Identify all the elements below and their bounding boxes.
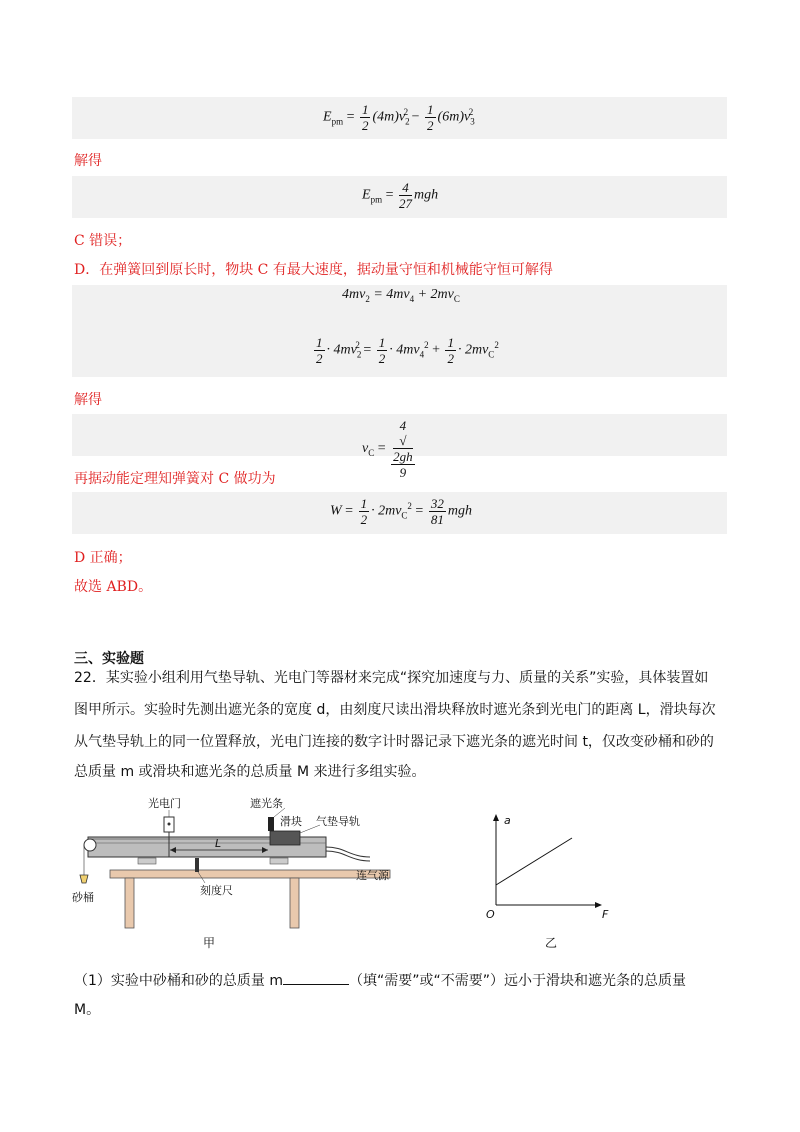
formula-epm-result: $E_{pm}$ = $\frac{4}{27}$ mgh <box>362 180 439 211</box>
label-length: L <box>215 837 222 850</box>
label-light-strip: 遮光条 <box>250 797 283 810</box>
figure-apparatus <box>70 795 410 955</box>
problem-line-1: 22．某实验小组利用气垫导轨、光电门等器材来完成“探究加速度与力、质量的关系”实验，具体装置如 <box>74 670 709 686</box>
label-ruler: 刻度尺 <box>200 884 233 897</box>
label-air-source: 连气源 <box>356 869 389 882</box>
table-leg-right <box>290 878 299 928</box>
question-1-line-1 <box>74 970 686 991</box>
caption-yi: 乙 <box>545 936 558 950</box>
step-d-correct: D 正确； <box>74 550 132 566</box>
label-photogate: 光电门 <box>148 797 181 810</box>
question-1-prefix: （1）实验中砂桶和砂的总质量 m <box>74 973 283 989</box>
question-1-suffix: （填“需要”或“不需要”）远小于滑块和遮光条的总质量 <box>349 973 687 989</box>
formula-box-1 <box>72 97 727 139</box>
table-top <box>110 870 390 878</box>
answer-blank[interactable] <box>283 970 349 985</box>
step-answer: 故选 ABD。 <box>74 579 153 595</box>
step-work-statement: 再据动能定理知弹簧对 C 做功为 <box>74 471 276 487</box>
label-bucket: 砂桶 <box>72 891 94 904</box>
step-c-wrong: C 错误； <box>74 233 132 249</box>
graph-label-a: a <box>504 814 511 827</box>
problem-line-2: 图甲所示。实验时先测出遮光条的宽度 d，由刻度尺读出滑块释放时遮光条到光电门的距离 L，滑块每次 <box>74 702 716 718</box>
step-jiede-1: 解得 <box>74 153 102 169</box>
formula-box-3 <box>72 285 727 377</box>
question-1-line-2: M。 <box>74 1002 101 1018</box>
graph-label-f: F <box>602 908 609 921</box>
label-air-track: 气垫导轨 <box>316 815 360 828</box>
step-d-statement: D．在弹簧回到原长时，物块 C 有最大速度，据动量守恒和机械能守恒可解得 <box>74 262 553 278</box>
formula-box-5 <box>72 492 727 534</box>
formula-energy: $\frac{1}{2}$ · $4mv_2^2$ = $\frac{1}{2}$ · $4mv_4^2$ + $\frac{1}{2}$ · $2mv_C^2$ <box>316 335 499 366</box>
formula-box-2 <box>72 176 727 218</box>
problem-line-3: 从气垫导轨上的同一位置释放，光电门连接的数字计时器记录下遮光条的遮光时间 t，仅改变砂桶和砂的 <box>74 734 714 750</box>
section-title: 三、实验题 <box>74 651 144 667</box>
formula-momentum: $4mv_2 = 4mv_4 + 2mv_C$ <box>342 287 460 304</box>
formula-vc: $v_C$ = 4 √ 2gh 9 <box>362 418 413 480</box>
formula-work: W = $\frac{1}{2}$ · $2mv_C^2$ = $\frac{32}{81}$ mgh <box>330 496 472 527</box>
label-slider: 滑块 <box>280 815 302 828</box>
graph-line <box>496 838 572 885</box>
sand-bucket <box>80 875 88 883</box>
slider <box>270 831 300 845</box>
step-jiede-2: 解得 <box>74 392 102 408</box>
graph-label-o: O <box>486 908 495 921</box>
light-strip <box>268 817 274 831</box>
formula-epm-difference: $E_{pm}$ = $\frac{1}{2}$ $(4m)v_2^2$ − $\frac{1}{2}$ $(6m)v_3^2$ <box>323 102 475 133</box>
caption-jia: 甲 <box>203 936 216 950</box>
pulley <box>84 839 96 851</box>
table-leg-left <box>125 878 134 928</box>
figure-graph <box>480 810 620 925</box>
problem-line-4: 总质量 m 或滑块和遮光条的总质量 M 来进行多组实验。 <box>74 764 426 780</box>
